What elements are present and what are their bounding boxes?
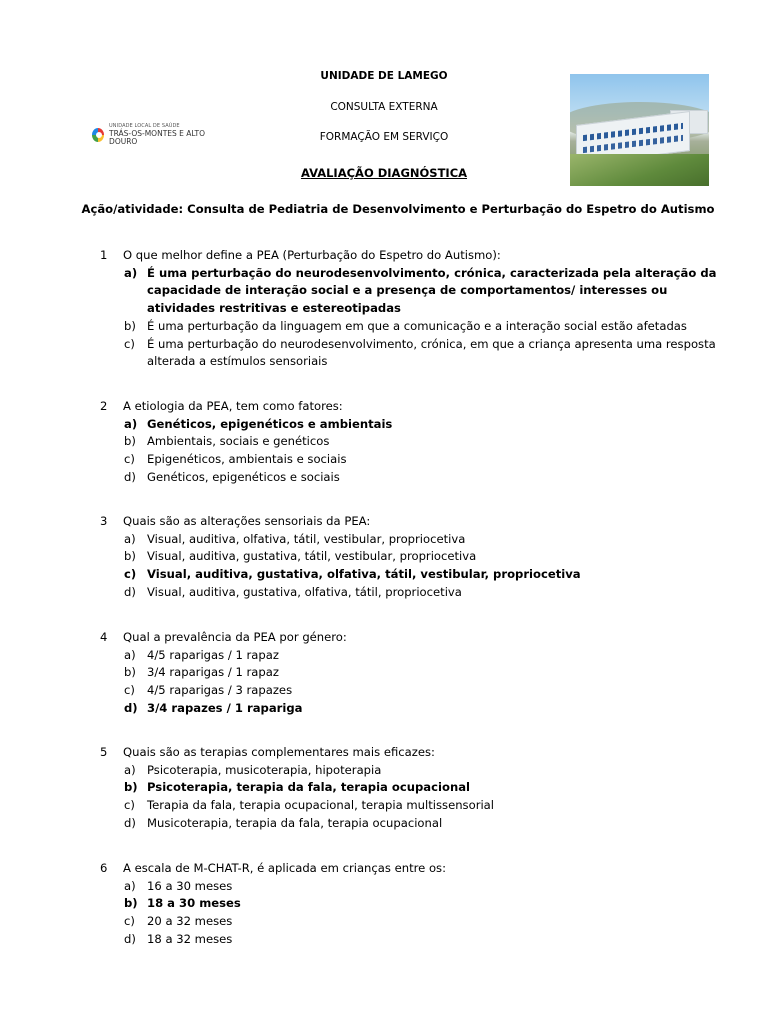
option-text: 18 a 30 meses [147, 896, 241, 911]
answer-option [100, 913, 720, 931]
answer-option [100, 664, 720, 682]
option-text: É uma perturbação do neurodesenvolvimento, crónica, em que a criança apresenta uma resposta alterada a estímulos sensoriais [147, 336, 716, 369]
answer-option [100, 469, 720, 487]
question-2 [100, 398, 720, 487]
option-text: Terapia da fala, terapia ocupacional, terapia multissensorial [147, 798, 495, 813]
answer-option [100, 548, 720, 566]
unit-heading: UNIDADE DE LAMEGO [320, 70, 448, 82]
option-text: 3/4 rapazes / 1 rapariga [147, 700, 303, 715]
question-5 [100, 744, 720, 833]
question-6 [100, 860, 720, 949]
option-letter: a) [124, 647, 136, 662]
option-text: É uma perturbação da linguagem em que a comunicação e a interação social estão afetadas [147, 318, 687, 333]
answer-option [100, 433, 720, 451]
question-stem [100, 744, 720, 762]
option-text: Visual, auditiva, gustativa, olfativa, tátil, propriocetiva [147, 584, 462, 599]
hospital-building-photo [570, 74, 709, 186]
option-letter: b) [124, 780, 138, 795]
question-number: 1 [100, 248, 108, 262]
question-stem [100, 860, 720, 878]
option-text: Genéticos, epigenéticos e ambientais [147, 416, 393, 431]
option-text: Psicoterapia, musicoterapia, hipoterapia [147, 762, 382, 777]
option-text: Visual, auditiva, olfativa, tátil, vestibular, propriocetiva [147, 531, 466, 546]
question-stem [100, 247, 720, 265]
answer-option [100, 762, 720, 780]
answer-option-correct [100, 566, 720, 584]
option-text: Musicoterapia, terapia da fala, terapia ocupacional [147, 815, 443, 830]
option-letter: c) [124, 452, 135, 467]
option-text: 3/4 raparigas / 1 rapaz [147, 665, 279, 680]
answer-option [100, 336, 720, 371]
answer-option [100, 931, 720, 949]
option-text: 4/5 raparigas / 1 rapaz [147, 647, 279, 662]
question-stem [100, 629, 720, 647]
answer-option [100, 531, 720, 549]
question-text: A escala de M-CHAT-R, é aplicada em crianças entre os: [123, 861, 446, 875]
action-activity-line: Ação/atividade: Consulta de Pediatria de Desenvolvimento e Perturbação do Espetro do Autismo [81, 202, 715, 216]
question-1 [100, 247, 720, 371]
option-letter: d) [124, 931, 136, 946]
question-text: Quais são as alterações sensoriais da PEA: [123, 514, 371, 528]
option-letter: c) [124, 798, 135, 813]
option-letter: d) [124, 469, 136, 484]
question-stem [100, 513, 720, 531]
answer-option [100, 318, 720, 336]
option-letter: a) [124, 762, 136, 777]
answer-option [100, 647, 720, 665]
answer-option [100, 797, 720, 815]
option-letter: c) [124, 336, 135, 351]
question-number: 2 [100, 399, 108, 413]
answer-option-correct [100, 779, 720, 797]
option-letter: d) [124, 584, 136, 599]
service-heading: CONSULTA EXTERNA [330, 101, 438, 113]
answer-option [100, 815, 720, 833]
option-letter: d) [124, 815, 136, 830]
option-text: Visual, auditiva, gustativa, tátil, vestibular, propriocetiva [147, 549, 477, 564]
question-number: 4 [100, 630, 108, 644]
option-text: É uma perturbação do neurodesenvolvimento, crónica, caracterizada pela alteração da capacidade de interação social e a presença de comportamentos/ interesses ou atividades restritivas e estereotipadas [147, 265, 717, 316]
option-letter: b) [124, 549, 136, 564]
option-letter: b) [124, 665, 136, 680]
option-letter: b) [124, 318, 136, 333]
answer-option [100, 451, 720, 469]
option-text: Ambientais, sociais e genéticos [147, 434, 330, 449]
question-text: Qual a prevalência da PEA por género: [123, 630, 347, 644]
option-text: Genéticos, epigenéticos e sociais [147, 469, 340, 484]
option-text: Psicoterapia, terapia da fala, terapia ocupacional [147, 780, 470, 795]
option-text: 4/5 raparigas / 3 rapazes [147, 683, 293, 698]
option-letter: d) [124, 700, 138, 715]
option-letter: a) [124, 878, 136, 893]
question-number: 3 [100, 514, 108, 528]
option-letter: b) [124, 434, 136, 449]
answer-option-correct [100, 895, 720, 913]
question-3 [100, 513, 720, 602]
answer-option [100, 878, 720, 896]
option-letter: a) [124, 416, 138, 431]
option-text: Epigenéticos, ambientais e sociais [147, 452, 347, 467]
logo-line-2: TRÁS-OS-MONTES E ALTO DOURO [109, 129, 206, 146]
training-heading: FORMAÇÃO EM SERVIÇO [319, 131, 449, 143]
answer-option-correct [100, 265, 720, 318]
option-text: 18 a 32 meses [147, 931, 233, 946]
option-text: 20 a 32 meses [147, 914, 233, 929]
option-letter: b) [124, 896, 138, 911]
question-text: O que melhor define a PEA (Perturbação do Espetro do Autismo): [123, 248, 501, 262]
option-letter: c) [124, 914, 135, 929]
question-stem [100, 398, 720, 416]
answer-option-correct [100, 416, 720, 434]
answer-option [100, 682, 720, 700]
question-number: 6 [100, 861, 108, 875]
option-letter: c) [124, 683, 135, 698]
logo-line-1: UNIDADE LOCAL DE SAÚDE [109, 123, 180, 129]
question-number: 5 [100, 745, 108, 759]
option-text: 16 a 30 meses [147, 878, 233, 893]
option-letter: a) [124, 265, 138, 280]
option-letter: c) [124, 567, 137, 582]
question-4 [100, 629, 720, 718]
question-text: Quais são as terapias complementares mais eficazes: [123, 745, 435, 759]
option-text: Visual, auditiva, gustativa, olfativa, tátil, vestibular, propriocetiva [147, 567, 581, 582]
question-text: A etiologia da PEA, tem como fatores: [123, 399, 343, 413]
answer-option [100, 584, 720, 602]
option-letter: a) [124, 531, 136, 546]
answer-option-correct [100, 700, 720, 718]
assessment-title-text: AVALIAÇÃO DIAGNÓSTICA [300, 166, 468, 180]
